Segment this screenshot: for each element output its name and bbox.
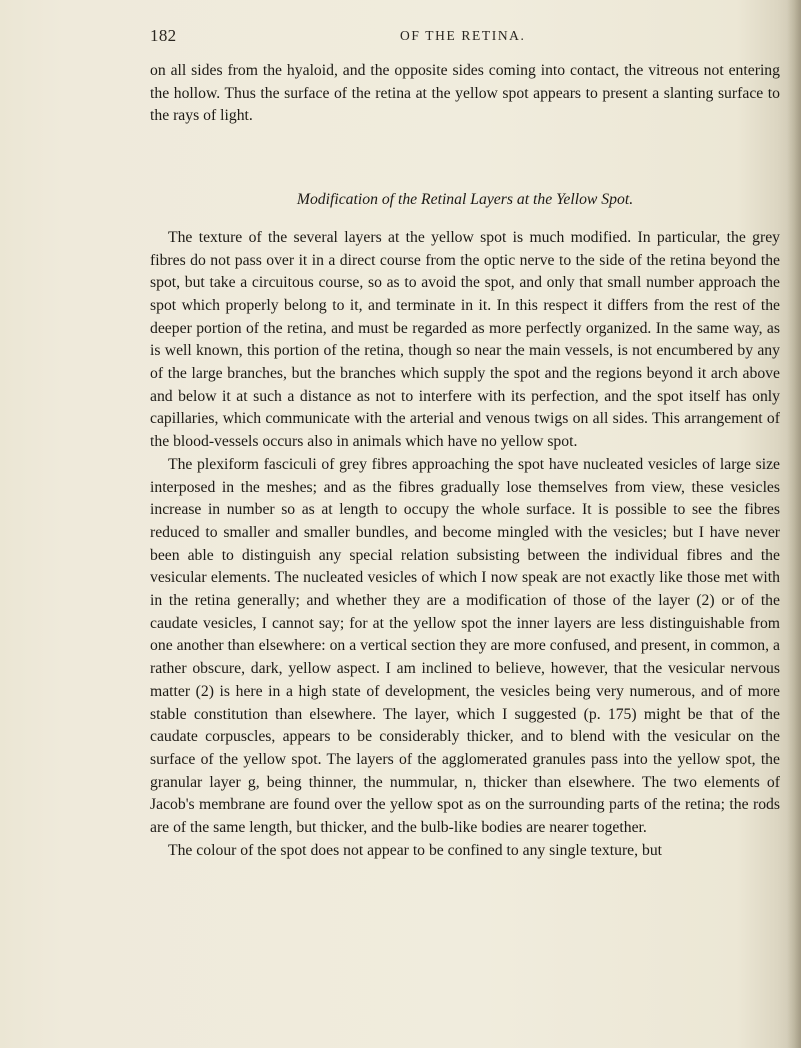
body-text <box>150 60 780 863</box>
paragraph-continued: on all sides from the hyaloid, and the opposite sides coming into contact, the vitreous not entering the hollow. Thus the surface of the retina at the yellow spot appears to present a slanting surface to the rays of light. <box>150 62 780 125</box>
running-title: OF THE RETINA. <box>400 28 526 43</box>
paragraph-colour: The colour of the spot does not appear to be confined to any single texture, but <box>168 841 663 859</box>
section-heading: Modification of the Retinal Layers at the Yellow Spot. <box>296 191 634 209</box>
paragraph-plexiform: The plexiform fasciculi of grey fibres approaching the spot have nucleated vesicles of large size interposed in the meshes; and as the fibres gradually lose themselves from view, these vesicles increase in number so as at length to occupy the whole surface. It is possible to see the fibres reduced to smaller and smaller bundles, and become mingled with the vesicles; but I have never been able to distinguish any special relation subsisting between the individual fibres and the vesicular elements. The nucleated vesicles of which I now speak are not exactly like those met with in the retina generally; and whether they are a modification of those of the layer (2) or of the caudate vesicles, I cannot say; for at the yellow spot the inner layers are less distinguishable from one another than elsewhere: on a vertical section they are more confused, and present, in common, a rather obscure, dark, yellow aspect. I am inclined to believe, however, that the vesicular nervous matter (2) is here in a high state of development, the vesicles being very numerous, and of more stable constitution than elsewhere. The layer, which I suggested (p. 175) might be that of the caudate corpuscles, appears to be considerably thicker, and to blend with the vesicular on the surface of the yellow spot. The layers of the agglomerated granules pass into the yellow spot, the granular layer g, being thinner, the nummular, n, thicker than elsewhere. The two elements of Jacob's membrane are found over the yellow spot as on the surrounding parts of the retina; the rods are of the same length, but thicker, and the bulb-like bodies are nearer together. <box>150 455 780 837</box>
paragraph-texture: The texture of the several layers at the yellow spot is much modified. In particular, the grey fibres do not pass over it in a direct course from the optic nerve to the side of the retina beyond the spot, but take a circuitous course, so as to avoid the spot, and only that small number approach the spot which properly belong to it, and terminate in it. In this respect it differs from the rest of the deeper portion of the retina, and must be regarded as more perfectly organized. In the same way, as is well known, this portion of the retina, though so near the main vessels, is not encumbered by any of the large branches, but the branches which supply the spot and the regions beyond it arch above and below it at such a distance as not to interfere with its perfection, and the spot itself has only capillaries, which communicate with the arterial and venous twigs on all sides. This arrangement of the blood-vessels occurs also in animals which have no yellow spot. <box>150 228 780 451</box>
page-edge-shadow <box>787 0 801 1048</box>
page-number: 182 <box>150 26 177 45</box>
